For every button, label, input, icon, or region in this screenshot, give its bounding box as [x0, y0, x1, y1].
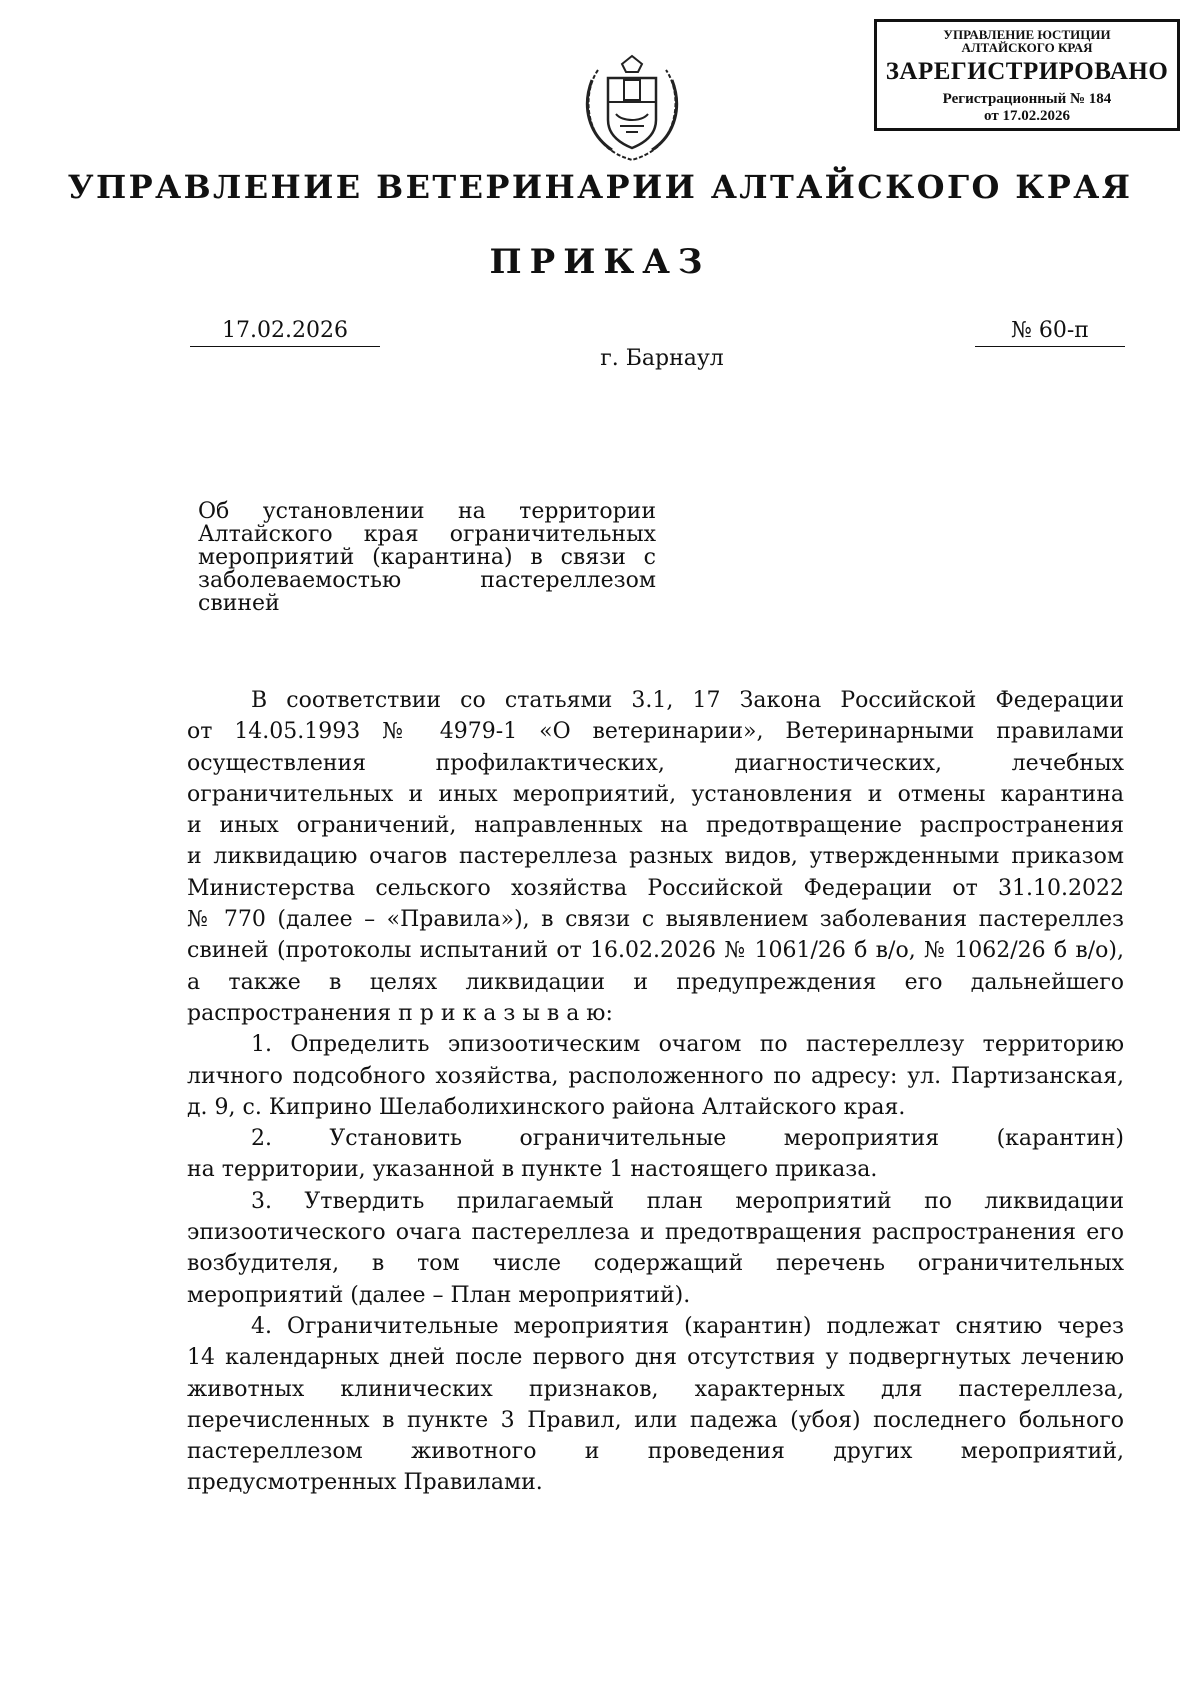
body-line: предусмотренных Правилами. [187, 1470, 543, 1496]
document-body [187, 685, 1124, 1499]
body-line: В соответствии со статьями 3.1, 17 Закона Российской Федерации [251, 688, 1124, 713]
body-line: 4. Ограничительные мероприятия (карантин) подлежат снятию через [251, 1313, 1124, 1339]
stamp-authority-line2: АЛТАЙСКОГО КРАЯ [961, 40, 1093, 55]
body-line: от 14.05.1993 № 4979-1 «О ветеринарии», Ветеринарными правилами [187, 719, 1124, 745]
subject-line: мероприятий (карантина) в связи с [198, 545, 656, 570]
body-line: личного подсобного хозяйства, расположенного по адресу: ул. Партизанская, [187, 1063, 1124, 1089]
body-line: распространения п р и к а з ы в а ю: [187, 1000, 613, 1026]
stamp-reg-date: от 17.02.2026 [984, 108, 1070, 124]
subject-line: Об установлении на территории [198, 499, 656, 524]
body-line: ограничительных и иных мероприятий, установления и отмены карантина [187, 781, 1124, 807]
body-line: возбудителя, в том числе содержащий перечень ограничительных [187, 1251, 1124, 1277]
document-date: 17.02.2026 [190, 316, 380, 347]
stamp-authority-line1: УПРАВЛЕНИЕ ЮСТИЦИИ [943, 27, 1111, 42]
body-line: 14 календарных дней после первого дня отсутствия у подвергнутых лечению [187, 1345, 1124, 1371]
body-line: и ликвидацию очагов пастереллеза разных видов, утвержденными приказом [187, 844, 1124, 870]
body-line: животных клинических признаков, характерных для пастереллеза, [187, 1376, 1124, 1402]
coat-of-arms-emblem [578, 50, 686, 162]
body-line: пастереллезом животного и проведения других мероприятий, [187, 1439, 1124, 1465]
document-subject [198, 500, 656, 615]
body-line: эпизоотического очага пастереллеза и предотвращения распространения его [187, 1220, 1124, 1246]
body-line: и иных ограничений, направленных на предотвращение распространения [187, 813, 1124, 839]
document-number: № 60-п [975, 316, 1125, 347]
registration-stamp [874, 19, 1180, 131]
body-line: а также в целях ликвидации и предупреждения его дальнейшего [187, 969, 1124, 995]
body-line: перечисленных в пункте 3 Правил, или падежа (убоя) последнего больного [187, 1407, 1124, 1433]
body-line: 3. Утвердить прилагаемый план мероприятий по ликвидации [251, 1188, 1124, 1214]
body-line: 2. Установить ограничительные мероприятия (карантин) [251, 1126, 1124, 1152]
body-line: Министерства сельского хозяйства Российской Федерации от 31.10.2022 [187, 875, 1124, 901]
body-line: 1. Определить эпизоотическим очагом по пастереллезу территорию [251, 1032, 1124, 1058]
document-city: г. Барнаул [600, 346, 724, 371]
body-line: № 770 (далее – «Правила»), в связи с выявлением заболевания пастереллез [187, 907, 1124, 933]
subject-line: свиней [198, 591, 280, 616]
stamp-status: ЗАРЕГИСТРИРОВАНО [885, 58, 1169, 85]
body-line: д. 9, с. Киприно Шелаболихинского района Алтайского края. [187, 1094, 906, 1120]
body-line: мероприятий (далее – План мероприятий). [187, 1282, 691, 1308]
stamp-reg-number: Регистрационный № 184 [942, 91, 1112, 107]
subject-line: заболеваемостью пастереллезом [198, 568, 656, 593]
organization-name: УПРАВЛЕНИЕ ВЕТЕРИНАРИИ АЛТАЙСКОГО КРАЯ [67, 168, 1133, 206]
subject-line: Алтайского края ограничительных [198, 522, 656, 547]
body-line: на территории, указанной в пункте 1 настоящего приказа. [187, 1157, 878, 1183]
document-type: ПРИКАЗ [489, 242, 711, 282]
body-line: осуществления профилактических, диагностических, лечебных [187, 750, 1124, 776]
body-line: свиней (протоколы испытаний от 16.02.2026 № 1061/26 б в/о, № 1062/26 б в/о), [187, 938, 1124, 964]
